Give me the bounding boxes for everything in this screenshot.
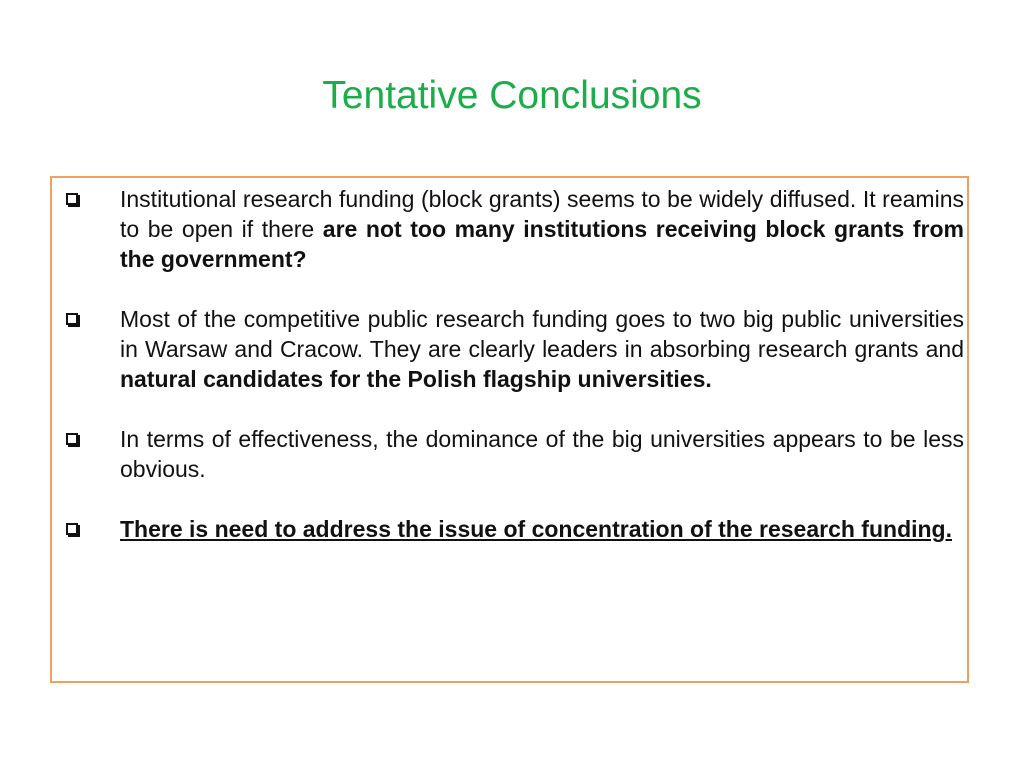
bullet-item bbox=[66, 514, 964, 544]
bullet-text bbox=[120, 424, 964, 484]
bullet-text bbox=[120, 184, 964, 274]
bullet-item bbox=[66, 184, 964, 274]
checkbox-icon bbox=[66, 433, 78, 445]
checkbox-icon bbox=[66, 523, 78, 535]
bullet-item bbox=[66, 304, 964, 394]
checkbox-icon bbox=[66, 313, 78, 325]
bullet-plain-text: Institutional research funding (block grants) seems to be widely diffused. It reamins to be open if there bbox=[120, 186, 964, 242]
bullet-item bbox=[66, 424, 964, 484]
bullet-list bbox=[66, 184, 964, 574]
checkbox-icon bbox=[66, 193, 78, 205]
bullet-plain-text: In terms of effectiveness, the dominance of the big universities appears to be less obvious. bbox=[120, 426, 964, 482]
bullet-text bbox=[120, 514, 964, 544]
bullet-bold-text: natural candidates for the Polish flagship universities. bbox=[120, 366, 712, 392]
bullet-text bbox=[120, 304, 964, 394]
slide-title: Tentative Conclusions bbox=[322, 74, 702, 117]
content-box bbox=[50, 176, 969, 683]
bullet-plain-text: Most of the competitive public research funding goes to two big public universities in Warsaw and Cracow. They are clearly leaders in absorbing research grants and bbox=[120, 306, 964, 362]
bullet-bold-underlined-text: There is need to address the issue of concentration of the research funding. bbox=[120, 516, 952, 542]
bullet-bold-text: are not too many institutions receiving block grants from the government? bbox=[120, 216, 964, 272]
